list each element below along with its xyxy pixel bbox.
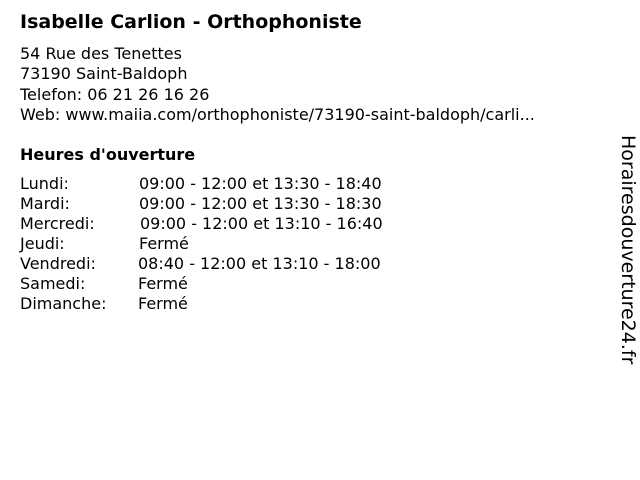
day-label: Mercredi: — [20, 214, 95, 233]
day-label: Mardi: — [20, 194, 70, 213]
day-label: Samedi: — [20, 274, 86, 293]
day-hours: 09:00 - 12:00 et 13:30 - 18:40 — [139, 174, 382, 193]
day-hours: Fermé — [138, 294, 188, 313]
day-hours: 08:40 - 12:00 et 13:10 - 18:00 — [138, 254, 381, 273]
site-watermark — [610, 135, 640, 365]
day-hours: Fermé — [138, 274, 188, 293]
day-hours: 09:00 - 12:00 et 13:10 - 16:40 — [140, 214, 383, 233]
day-label: Lundi: — [20, 174, 69, 193]
day-label: Dimanche: — [20, 294, 107, 313]
day-hours: 09:00 - 12:00 et 13:30 - 18:30 — [139, 194, 382, 213]
opening-hours-heading: Heures d'ouverture — [20, 145, 196, 164]
street-address: 54 Rue des Tenettes — [20, 44, 182, 63]
business-name: Isabelle Carlion - Orthophoniste — [20, 11, 362, 33]
watermark-text: Horairesdouverture24.fr — [617, 135, 639, 365]
website-link[interactable]: Web: www.maiia.com/orthophoniste/73190-saint-baldoph/carli... — [20, 104, 535, 124]
city-address: 73190 Saint-Baldoph — [20, 64, 188, 84]
business-address — [20, 44, 535, 125]
day-label: Jeudi: — [20, 234, 65, 253]
phone-number: Telefon: 06 21 26 16 26 — [20, 84, 210, 104]
day-hours: Fermé — [139, 234, 189, 253]
day-label: Vendredi: — [20, 254, 96, 273]
